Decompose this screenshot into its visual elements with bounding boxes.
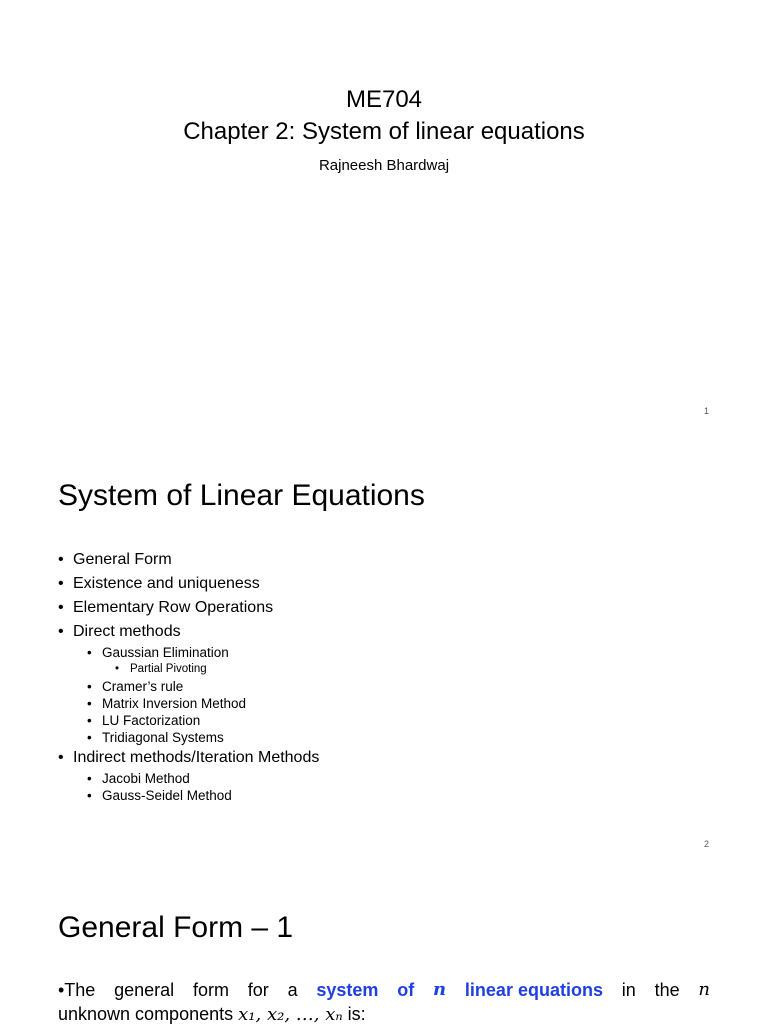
word: general [114, 980, 175, 1000]
line2-math: x₁, x₂, …, xₙ [238, 1004, 343, 1024]
bullet-item: • Direct methods [58, 620, 319, 644]
highlight-word: system [316, 980, 379, 1000]
chapter-title: Chapter 2: System of linear equations [183, 118, 585, 145]
word: a [287, 980, 298, 1000]
bullet-list [58, 548, 319, 804]
line2-end: is: [347, 1004, 366, 1024]
page-number: 1 [703, 406, 709, 416]
bullet-item: • Partial Pivoting [58, 661, 319, 678]
bullet-item: • Elementary Row Operations [58, 596, 319, 620]
bullet-item: • Indirect methods/Iteration Methods [58, 746, 319, 770]
line2-text: unknown components [58, 1004, 234, 1024]
slide-heading: General Form – 1 [58, 911, 294, 944]
slide-2 [0, 432, 768, 864]
slide-heading: System of Linear Equations [58, 479, 425, 512]
highlight-word: linear equations [464, 980, 603, 1000]
variable: n [698, 979, 710, 1000]
bullet-item: • Tridiagonal Systems [58, 729, 319, 746]
page-number: 2 [703, 839, 709, 849]
bullet-item: • LU Factorization [58, 712, 319, 729]
text-line-2 [58, 1002, 710, 1024]
bullet-item: • Existence and uniqueness [58, 572, 319, 596]
word: the [654, 980, 680, 1000]
author-name: Rajneesh Bhardwaj [318, 157, 450, 174]
word: in [621, 980, 636, 1000]
word: for [247, 980, 269, 1000]
slide-1 [0, 0, 768, 432]
text-line-1 [58, 978, 710, 1002]
highlight-variable: n [433, 979, 447, 1000]
bullet-item: • Matrix Inversion Method [58, 695, 319, 712]
word: •The [58, 980, 96, 1000]
word: form [192, 980, 229, 1000]
highlight-word: of [397, 980, 415, 1000]
bullet-item: • General Form [58, 548, 319, 572]
bullet-item: • Jacobi Method [58, 770, 319, 787]
course-code: ME704 [345, 86, 423, 113]
general-form-text [58, 978, 710, 1024]
bullet-item: • Gauss-Seidel Method [58, 787, 319, 804]
slide-3 [0, 864, 768, 1024]
bullet-item: • Gaussian Elimination [58, 644, 319, 661]
bullet-item: • Cramer’s rule [58, 678, 319, 695]
